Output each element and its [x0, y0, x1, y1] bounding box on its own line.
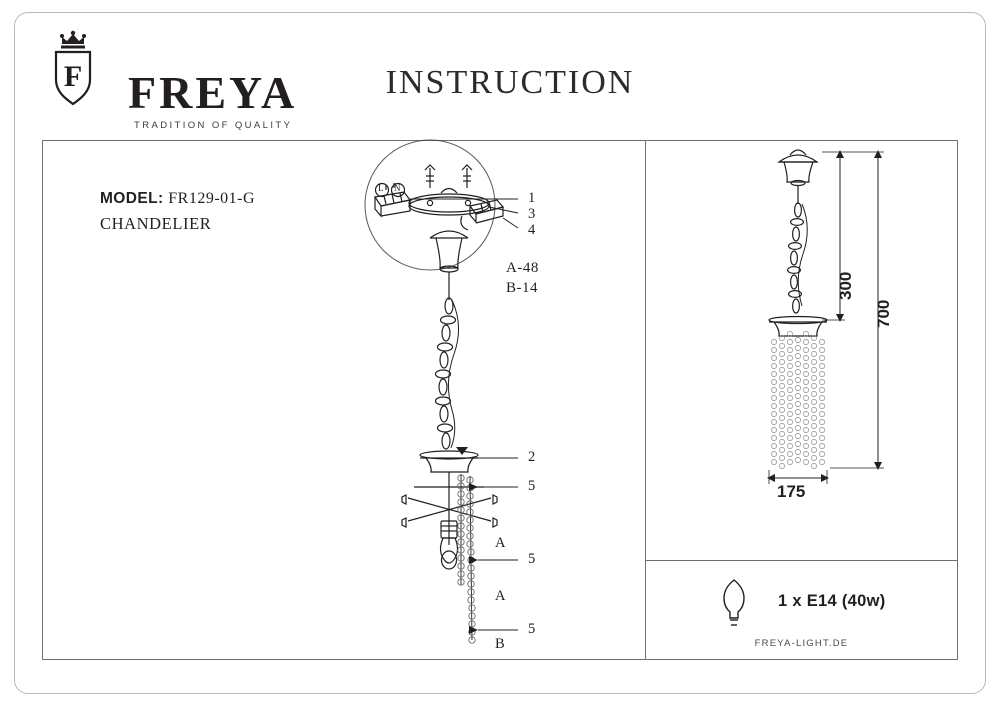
- callout-a-bottom: A: [495, 588, 506, 604]
- svg-text:F: F: [63, 60, 83, 93]
- callout-5-bottom: 5: [528, 621, 536, 637]
- callout-5-mid: 5: [528, 551, 536, 567]
- callout-1: 1: [528, 190, 536, 206]
- callout-5-top: 5: [528, 478, 536, 494]
- brand-tagline: TRADITION OF QUALITY: [134, 120, 293, 131]
- code-b: B-14: [506, 280, 538, 296]
- terminal-mark-neutral: N: [394, 183, 401, 193]
- lamp-specification: 1 x E14 (40w): [778, 592, 886, 610]
- callout-2: 2: [528, 449, 536, 465]
- dimension-total-height: 700: [874, 299, 893, 328]
- code-a: A-48: [506, 260, 539, 276]
- product-type: CHANDELIER: [100, 214, 212, 233]
- callout-4: 4: [528, 222, 536, 238]
- callout-a-top: A: [495, 535, 506, 551]
- brand-name: FREYA: [128, 67, 298, 118]
- page-title: INSTRUCTION: [385, 64, 635, 101]
- model-label: MODEL:: [100, 190, 164, 207]
- callout-b: B: [495, 636, 505, 652]
- dimension-chain-height: 300: [836, 271, 855, 300]
- crystal-body: [771, 331, 824, 468]
- dimension-width: 175: [777, 482, 806, 501]
- model-value: FR129-01-G: [168, 190, 256, 207]
- terminal-mark-live: L: [378, 183, 384, 193]
- website-url: FREYA-LIGHT.DE: [754, 638, 849, 649]
- callout-3: 3: [528, 206, 536, 222]
- bulb-icon: [724, 580, 744, 625]
